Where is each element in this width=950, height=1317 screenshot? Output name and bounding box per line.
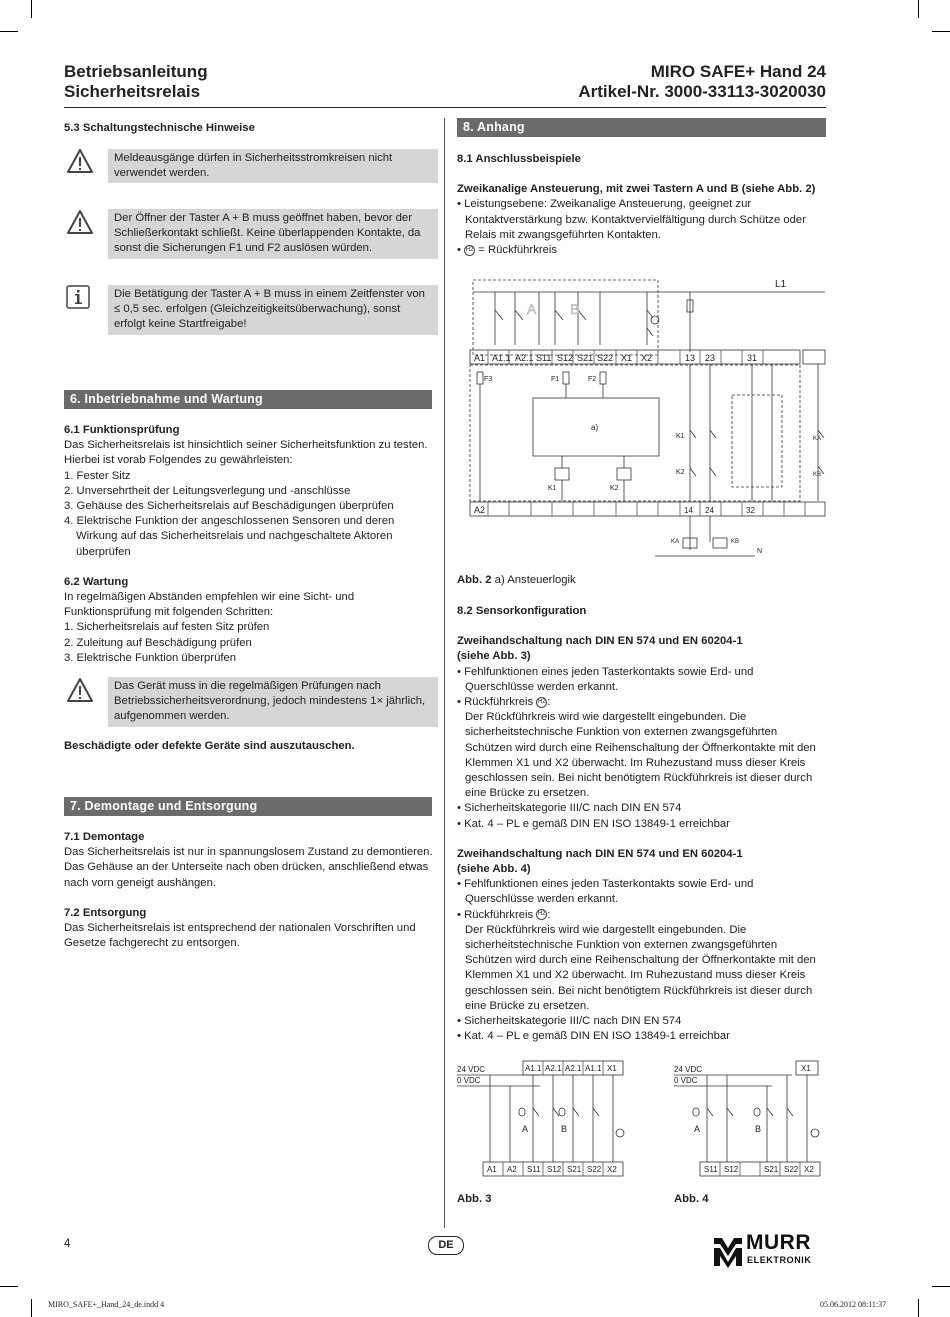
list-item: • Rückführkreis H2 : bbox=[457, 908, 551, 921]
contactor-ka-label: KA bbox=[671, 539, 680, 545]
wiring-diagram-abb4 bbox=[672, 1058, 827, 1180]
section-8-2-title: 8.2 Sensorkonfiguration bbox=[457, 605, 587, 617]
fuse-f3-label: F3 bbox=[484, 376, 493, 383]
terminal-label: A1 bbox=[474, 353, 486, 363]
terminal-label: S11 bbox=[527, 1165, 541, 1174]
switch-a-label: A bbox=[527, 301, 537, 317]
murr-logo-mark bbox=[712, 1234, 744, 1270]
button-a-label: A bbox=[694, 1124, 701, 1134]
kb-label: KB bbox=[813, 472, 822, 478]
left-block-7 bbox=[64, 830, 434, 951]
terminal-label: S12 bbox=[724, 1165, 739, 1174]
crop-mark bbox=[918, 0, 919, 18]
print-timestamp: 05.06.2012 08:11:37 bbox=[820, 1300, 887, 1309]
terminal-label: S11 bbox=[536, 353, 552, 363]
logo-subword: ELEKTRONIK bbox=[747, 1255, 812, 1265]
neutral-label: N bbox=[757, 548, 763, 555]
l1-label: L1 bbox=[775, 279, 787, 290]
section-6-1-title: 6.1 Funktionsprüfung bbox=[64, 424, 180, 436]
list-item: 2. Unversehrtheit der Leitungsverlegung und -anschlüsse bbox=[64, 484, 351, 497]
terminal-label: S21 bbox=[567, 1165, 582, 1174]
section-7-2-text: Das Sicherheitsrelais ist entsprechend der nationalen Vorschriften und Gesetze fachgerecht zu entsorgen. bbox=[64, 922, 416, 950]
list-item: • Rückführkreis H2 : bbox=[457, 696, 551, 709]
doc-title bbox=[64, 62, 208, 102]
section-7-1-title: 7.1 Demontage bbox=[64, 831, 145, 843]
terminal-label: X2 bbox=[641, 353, 653, 363]
terminal-label: 31 bbox=[747, 353, 758, 363]
logo-word: MURR bbox=[746, 1231, 811, 1254]
k2-contact-label: K2 bbox=[676, 469, 685, 476]
figure-3-caption: Abb. 3 bbox=[457, 1193, 492, 1205]
feedback-heading: • Rückführkreis bbox=[457, 696, 534, 709]
feedback-legend: = Rückführkreis bbox=[478, 244, 558, 257]
switch-b-label: B bbox=[570, 301, 580, 317]
crop-mark bbox=[0, 1286, 18, 1287]
terminal-label: 23 bbox=[705, 353, 716, 363]
section-8-1-title: 8.1 Anschlussbeispiele bbox=[457, 153, 581, 165]
logic-label: a) bbox=[591, 423, 599, 432]
info-note-1: Die Betätigung der Taster A + B muss in einem Zeitfenster von ≤ 0,5 sec. erfolgen (Gleichzeitigkeitsüberwachung), sonst erfolgt keine Startfreigabe! bbox=[108, 285, 438, 335]
terminal-label: 24 bbox=[705, 506, 714, 515]
figure-4-caption: Abb. 4 bbox=[674, 1193, 709, 1205]
terminal-label: A2.1 bbox=[515, 353, 534, 363]
supply-0v-label: 0 VDC bbox=[457, 1076, 481, 1085]
list-item: • Fehlfunktionen eines jeden Tasterkontakts sowie Erd- und Querschlüsse werden erkannt. bbox=[457, 878, 754, 906]
two-hand-a-title: Zweihandschaltung nach DIN EN 574 und EN 60204-1 bbox=[457, 635, 743, 648]
list-item: • Sicherheitskategorie III/C nach DIN EN 574 bbox=[457, 1015, 682, 1028]
terminal-label: A1.1 bbox=[492, 353, 511, 363]
terminal-label: S12 bbox=[557, 353, 574, 363]
section-6-2-text: In regelmäßigen Abständen empfehlen wir eine Sicht- und Funktionsprüfung mit folgenden Schritten: bbox=[64, 591, 355, 619]
replace-note: Beschädigte oder defekte Geräte sind auszutauschen. bbox=[64, 740, 355, 752]
crop-mark bbox=[31, 0, 32, 18]
section-8-bar: 8. Anhang bbox=[457, 118, 826, 137]
list-item: 4. Elektrische Funktion der angeschlossenen Sensoren und deren Wirkung auf das Sicherheitsrelais und nachgeschaltete Aktoren überprüfen bbox=[64, 515, 395, 558]
section-7-2-title: 7.2 Entsorgung bbox=[64, 906, 147, 919]
contactor-kb bbox=[713, 538, 727, 548]
feedback-description: Der Rückführkreis wird wie dargestellt eingebunden. Die sicherheitstechnische Funktion von externen zwangsgeführten Schützen wird durch eine Reihenschaltung der Öffnerkontakte mit den Klemmen X1 und X2 überwacht. Im Ruhezustand muss dieser Kreis geschlossen sein. Bei nicht benötigtem Rückführkreis ist dieser durch eine Brücke zu ersetzen. bbox=[465, 923, 816, 1012]
terminal-label: X1 bbox=[607, 1064, 617, 1073]
doc-title-line2: Sicherheitsrelais bbox=[64, 82, 201, 101]
terminal-label: S22 bbox=[784, 1165, 799, 1174]
feedback-symbol: H2 bbox=[536, 697, 547, 708]
header-rule bbox=[64, 107, 826, 108]
terminal-label: S12 bbox=[547, 1165, 562, 1174]
contactor-kb-label: KB bbox=[731, 539, 740, 545]
list-item: 1. Fester Sitz bbox=[64, 469, 131, 482]
fuse-f2-label: F2 bbox=[588, 376, 597, 383]
terminal-label: S22 bbox=[597, 353, 614, 363]
murr-logo bbox=[712, 1231, 826, 1270]
terminal-label: S11 bbox=[704, 1165, 718, 1174]
warning-note-2: Der Öffner der Taster A + B muss geöffnet haben, bevor der Schließerkontakt schließt. Keine überlappenden Kontakte, da sonst die Sicherungen F1 und F2 auslösen würden. bbox=[108, 209, 438, 259]
section-7-1-text: Das Sicherheitsrelais ist nur in spannungslosem Zustand zu demontieren. Das Gehäuse an der Unterseite nach oben drücken, anschließend etwas nach vorn geneigt aushängen. bbox=[64, 846, 433, 889]
figure-2-caption bbox=[457, 574, 576, 586]
crop-mark bbox=[918, 1299, 919, 1317]
relay-k2 bbox=[617, 468, 631, 480]
crop-mark bbox=[932, 1286, 950, 1287]
ka-label: KA bbox=[813, 436, 822, 442]
terminal-label: A1.1 bbox=[585, 1064, 602, 1073]
device-housing bbox=[470, 365, 800, 501]
section-6-bar: 6. Inbetriebnahme und Wartung bbox=[64, 390, 432, 409]
list-item: • Leistungsebene: Zweikanalige Ansteuerung, geeignet zur Kontaktverstärkung bzw. Kontaktvervielfältigung durch Schütze oder Relais mit zwangsgeführten Kontakten. bbox=[457, 198, 806, 241]
page-number: 4 bbox=[64, 1238, 71, 1250]
language-badge: DE bbox=[428, 1236, 464, 1255]
list-item: • Fehlfunktionen eines jeden Tasterkontakts sowie Erd- und Querschlüsse werden erkannt. bbox=[457, 665, 754, 693]
top-terminal-labels bbox=[474, 353, 757, 363]
warning-icon bbox=[66, 209, 94, 235]
list-item: 1. Sicherheitsrelais auf festen Sitz prüfen bbox=[64, 621, 270, 634]
crop-mark bbox=[0, 31, 18, 32]
doc-title-line1: Betriebsanleitung bbox=[64, 62, 208, 81]
two-hand-b-title: Zweihandschaltung nach DIN EN 574 und EN 60204-1 bbox=[457, 847, 743, 860]
info-icon bbox=[66, 285, 90, 309]
warning-icon bbox=[66, 148, 94, 174]
terminal-label: S21 bbox=[577, 353, 594, 363]
terminal-label: X2 bbox=[804, 1165, 814, 1174]
k1-coil-label: K1 bbox=[548, 485, 557, 492]
feedback-symbol: H2 bbox=[464, 245, 475, 256]
list-item: • Sicherheitskategorie III/C nach DIN EN 574 bbox=[457, 802, 682, 815]
product-title bbox=[578, 62, 826, 102]
supply-0v-label: 0 VDC bbox=[674, 1076, 698, 1085]
wiring-diagram-abb3 bbox=[455, 1058, 635, 1180]
supply-24v-label: 24 VDC bbox=[457, 1065, 486, 1074]
button-a-label: A bbox=[522, 1124, 529, 1134]
figure-2-number: Abb. 2 bbox=[457, 574, 492, 586]
k2-coil-label: K2 bbox=[610, 485, 619, 492]
terminal-label: A2 bbox=[507, 1165, 517, 1174]
section-7-bar: 7. Demontage und Entsorgung bbox=[64, 797, 432, 816]
terminal-label: S21 bbox=[764, 1165, 779, 1174]
section-5-3-title: 5.3 Schaltungstechnische Hinweise bbox=[64, 122, 255, 134]
terminal-label: A2.1 bbox=[565, 1064, 582, 1073]
terminal-label: 14 bbox=[684, 506, 693, 515]
terminal-label: A1 bbox=[487, 1165, 497, 1174]
button-b-label: B bbox=[561, 1124, 568, 1134]
terminal-label: A1.1 bbox=[525, 1064, 542, 1073]
crop-mark bbox=[932, 31, 950, 32]
crop-mark bbox=[31, 1299, 32, 1317]
file-info: MIRO_SAFE+_Hand_24_de.indd 4 bbox=[48, 1300, 165, 1309]
fuse-f1-label: F1 bbox=[551, 376, 560, 383]
product-name: MIRO SAFE+ Hand 24 bbox=[650, 62, 826, 81]
list-item bbox=[457, 243, 825, 258]
terminal-label: S22 bbox=[587, 1165, 602, 1174]
figure-2-text: a) Ansteuerlogik bbox=[491, 574, 576, 586]
button-b-label: B bbox=[755, 1124, 762, 1134]
list-item: • Kat. 4 – PL e gemäß DIN EN ISO 13849-1 erreichbar bbox=[457, 817, 730, 830]
warning-note-1: Meldeausgänge dürfen in Sicherheitsstromkreisen nicht verwendet werden. bbox=[108, 149, 438, 183]
list-item: 2. Zuleitung auf Beschädigung prüfen bbox=[64, 636, 252, 649]
warning-icon bbox=[66, 677, 94, 703]
terminal-label: X1 bbox=[621, 353, 633, 363]
section-8-1-subtitle: Zweikanalige Ansteuerung, mit zwei Tastern A und B (siehe Abb. 2) bbox=[457, 183, 816, 196]
right-block-8-2 bbox=[457, 604, 825, 1044]
feedback-symbol: H2 bbox=[536, 909, 547, 920]
list-item: 3. Gehäuse des Sicherheitsrelais auf Beschädigungen überprüfen bbox=[64, 500, 394, 513]
terminal-label: 32 bbox=[746, 506, 755, 515]
terminal-label: 13 bbox=[685, 353, 696, 363]
list-item: • Kat. 4 – PL e gemäß DIN EN ISO 13849-1 erreichbar bbox=[457, 1030, 730, 1043]
feedback-description: Der Rückführkreis wird wie dargestellt eingebunden. Die sicherheitstechnische Funktion von externen zwangsgeführten Schützen wird durch eine Reihenschaltung der Öffnerkontakte mit den Klemmen X1 und X2 überwacht. Im Ruhezustand muss dieser Kreis geschlossen sein. Bei nicht benötigtem Rückführkreis ist dieser durch eine Brücke zu ersetzen. bbox=[465, 711, 816, 800]
relay-k1 bbox=[555, 468, 569, 480]
terminal-label: X2 bbox=[607, 1165, 617, 1174]
two-hand-a-ref: (siehe Abb. 3) bbox=[457, 650, 531, 663]
terminal-strip-bottom bbox=[470, 502, 825, 516]
column-divider bbox=[444, 118, 445, 1228]
supply-24v-label: 24 VDC bbox=[674, 1065, 703, 1074]
section-6-1-text: Das Sicherheitsrelais ist hinsichtlich seiner Sicherheitsfunktion zu testen. Hierbei ist vorab Folgendes zu gewährleisten: bbox=[64, 439, 428, 467]
article-number: Artikel-Nr. 3000-33113-3020030 bbox=[578, 82, 826, 101]
left-block-6 bbox=[64, 423, 434, 666]
terminal-label: A2 bbox=[474, 505, 486, 515]
right-block-8-1 bbox=[457, 152, 825, 258]
warning-note-3: Das Gerät muss in die regelmäßigen Prüfungen nach Betriebssicherheitsverordnung, jedoch mindestens 1× jährlich, aufgenommen werden. bbox=[108, 677, 438, 727]
k1-contact-label: K1 bbox=[676, 433, 685, 440]
list-item: 3. Elektrische Funktion überprüfen bbox=[64, 651, 237, 664]
two-hand-b-ref: (siehe Abb. 4) bbox=[457, 863, 531, 876]
terminal-label: A2.1 bbox=[545, 1064, 562, 1073]
wiring-diagram-abb2 bbox=[455, 270, 830, 565]
bullet: • bbox=[457, 244, 461, 257]
terminal-label: X1 bbox=[801, 1064, 811, 1073]
feedback-heading: • Rückführkreis bbox=[457, 908, 534, 921]
section-6-2-title: 6.2 Wartung bbox=[64, 575, 129, 588]
